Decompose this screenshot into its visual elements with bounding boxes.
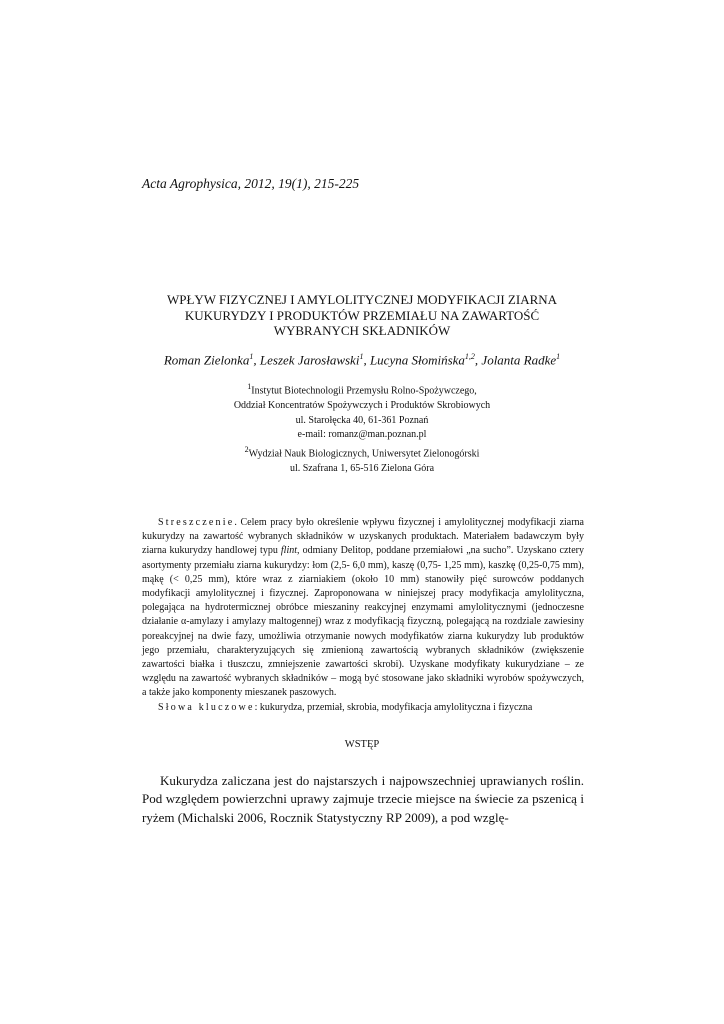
abstract-label: Streszczenie xyxy=(158,517,235,528)
abstract-text: . Celem pracy było określenie wpływu fizycznej i amylolitycznej modyfikacji ziarna kukurydzy na zawartość wybranych składników w uzyskanych produktach. Materiałem badawczym były ziarna kukurydzy handlowej typu xyxy=(142,517,584,557)
journal-reference: Acta Agrophysica, 2012, 19(1), 215-225 xyxy=(142,176,360,191)
abstract xyxy=(142,516,584,715)
author-list xyxy=(100,352,624,368)
keywords-label: Słowa kluczowe xyxy=(158,701,255,713)
keywords-text: : kukurydza, przemiał, skrobia, modyfikacja amylolityczna i fizyczna xyxy=(254,701,533,713)
body-paragraph: Kukurydza zaliczana jest do najstarszych i najpowszechniej uprawianych roślin. Pod względem powierzchni uprawy zajmuje trzecie miejsce na świecie za pszenicą i ryżem (Michalski 2006, Rocznik Statystyczny RP 2009), a pod wzglę- xyxy=(142,773,584,825)
affiliation-text: Wydział Nauk Biologicznych, Uniwersytet Zielonogórski xyxy=(248,448,480,460)
affiliation-email: e-mail: romanz@man.poznan.pl xyxy=(297,429,427,441)
author-name: , Jolanta Radke xyxy=(474,352,557,368)
abstract-paragraph xyxy=(142,516,584,701)
affiliation-mark: 1 xyxy=(247,382,252,391)
affiliation-line xyxy=(150,443,574,462)
abstract-text: , odmiany Delitop, poddane przemiałowi „na sucho”. Uzyskano cztery asortymenty przemiału ziarna kukurydzy: łom (2,5- 6,0 mm), kaszę (0,75- 1,25 mm), kaszkę (0,25-0,75 mm), mąkę (< 0,25 mm), które wraz z ziarniakiem (około 10 mm) stanowiły pięć surowców poddanych modyfikacji amylolitycznej i fizycznej. Zaproponowana w niniejszej pracy modyfikacja amylolityczna, polegająca na hydrotermicznej obróbce mieszaniny reakcyjnej enzymami amylolitycznymi (jednoczesne działanie α-amylazy i amylazy maltogennej) wraz z modyfikacją fizyczną, polegającą na rozdziale zawiesiny poreakcyjnej na dwie fazy, umożliwia otrzymanie nowych modyfikatów ziarna kukurydzy lub produktów jego przemiału, charakteryzujących się zmienioną zawartością wybranych składników (zwiększenie zawartości białka i tłuszczu, zmniejszenie zawartości skrobi). Uzyskane modyfikaty kukurydziane – ze względu na zawartość wybranych składników – mogą być stosowane jako składniki wyrobów spożywczych, a także jako komponenty mieszanek paszowych. xyxy=(142,545,584,699)
section-heading: WSTĘP xyxy=(344,739,380,750)
author-affiliation-mark: 1,2 xyxy=(464,352,475,361)
affiliations xyxy=(150,380,574,476)
title-line: KUKURYDZY I PRODUKTÓW PRZEMIAŁU NA ZAWARTOŚĆ xyxy=(184,307,540,323)
author-name: , Lucyna Słomińska xyxy=(363,352,465,368)
paper-title xyxy=(120,292,604,339)
author-name: , Leszek Jarosławski xyxy=(253,352,360,368)
author-name: Roman Zielonka xyxy=(163,352,250,368)
affiliation-line: ul. Szafrana 1, 65-516 Zielona Góra xyxy=(289,462,435,474)
affiliation-line: Oddział Koncentratów Spożywczych i Produktów Skrobiowych xyxy=(233,399,491,411)
author-affiliation-mark: 1 xyxy=(556,352,561,361)
author-affiliation-mark: 1 xyxy=(249,352,254,361)
affiliation-line xyxy=(150,380,574,399)
affiliation-line: ul. Starołęcka 40, 61-361 Poznań xyxy=(295,414,429,426)
affiliation-text: Instytut Biotechnologii Przemysłu Rolno-Spożywczego, xyxy=(251,385,477,397)
title-line: WYBRANYCH SKŁADNIKÓW xyxy=(273,323,451,338)
title-line: WPŁYW FIZYCZNEJ I AMYLOLITYCZNEJ MODYFIKACJI ZIARNA xyxy=(166,292,558,307)
keywords xyxy=(142,701,584,715)
affiliation-mark: 2 xyxy=(244,444,249,454)
abstract-emphasis: flint xyxy=(280,545,298,557)
author-affiliation-mark: 1 xyxy=(359,352,364,361)
